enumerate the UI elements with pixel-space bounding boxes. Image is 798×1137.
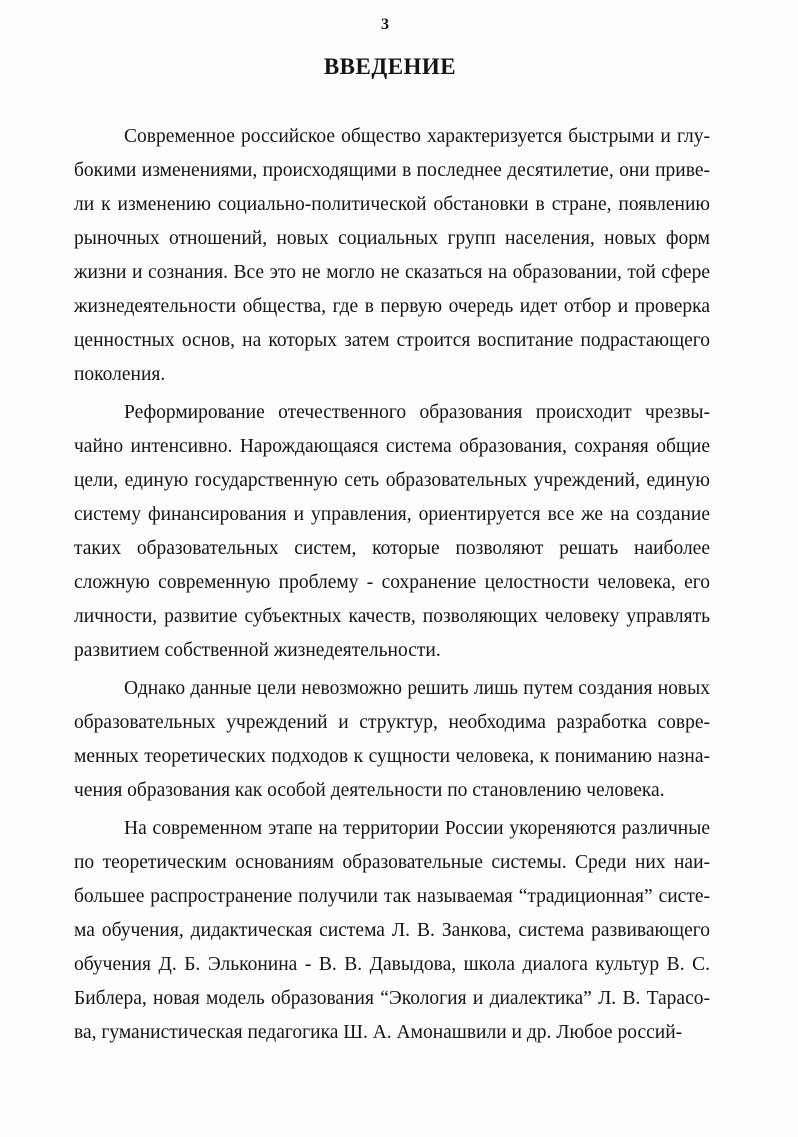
text-line: поколения. — [74, 364, 166, 385]
text-line: На современном этапе на территории России укореняются различные — [124, 818, 710, 839]
text-line: жизни и сознания. Все это не могло не сказаться на образовании, той сфере — [74, 262, 710, 283]
text-line: Современное российское общество характеризуется быстрыми и глу- — [124, 126, 710, 147]
text-line: сложную современную проблему - сохранение целостности человека, его — [74, 572, 710, 593]
text-line: чения образования как особой деятельности по становлению человека. — [74, 780, 665, 801]
text-line: большее распространение получили так называемая “традиционная” систе- — [74, 886, 710, 907]
text-line: бокими изменениями, происходящими в последнее десятилетие, они приве- — [74, 160, 710, 181]
paragraph — [74, 396, 710, 668]
text-line: обучения Д. Б. Эльконина - В. В. Давыдова, школа диалога культур В. С. — [74, 954, 710, 975]
text-line: ва, гуманистическая педагогика Ш. А. Амонашвили и др. Любое россий- — [74, 1022, 683, 1043]
text-line: развитием собственной жизнедеятельности. — [74, 640, 441, 661]
paragraph — [74, 672, 710, 808]
text-line: Библера, новая модель образования “Экология и диалектика” Л. В. Тарасо- — [74, 988, 710, 1009]
paragraph — [74, 120, 710, 392]
page-number: 3 — [381, 16, 389, 33]
paragraph — [74, 812, 710, 1050]
text-line: образовательных учреждений и структур, необходима разработка совре- — [74, 712, 710, 733]
text-line: ли к изменению социально-политической обстановки в стране, появлению — [74, 194, 710, 215]
text-line: цели, единую государственную сеть образовательных учреждений, единую — [74, 470, 710, 491]
text-line: личности, развитие субъектных качеств, позволяющих человеку управлять — [74, 606, 710, 627]
text-line: Однако данные цели невозможно решить лишь путем создания новых — [124, 678, 710, 699]
text-line: чайно интенсивно. Нарождающаяся система образования, сохраняя общие — [74, 436, 710, 457]
text-line: ценностных основ, на которых затем строится воспитание подрастающего — [74, 330, 710, 351]
text-line: Реформирование отечественного образования происходит чрезвы- — [124, 402, 710, 423]
text-line: менных теоретических подходов к сущности человека, к пониманию назна- — [74, 746, 710, 767]
text-line: по теоретическим основаниям образовательные системы. Среди них наи- — [74, 852, 710, 873]
text-line: жизнедеятельности общества, где в первую очередь идет отбор и проверка — [74, 296, 710, 317]
body-text — [74, 120, 710, 1050]
text-line: систему финансирования и управления, ориентируется все же на создание — [74, 504, 710, 525]
page-title: ВВЕДЕНИЕ — [323, 54, 457, 79]
text-line: таких образовательных систем, которые позволяют решать наиболее — [74, 538, 710, 559]
text-line: ма обучения, дидактическая система Л. В. Занкова, система развивающего — [74, 920, 710, 941]
text-line: рыночных отношений, новых социальных групп населения, новых форм — [74, 228, 710, 249]
